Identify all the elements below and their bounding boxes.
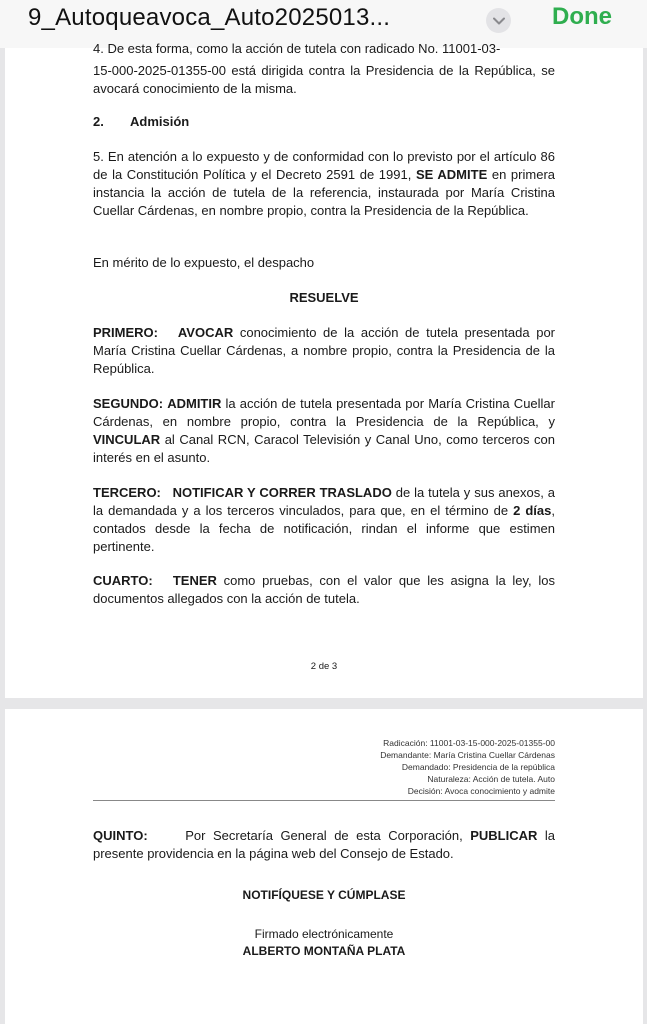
resolution-cuarto: CUARTO: TENER como pruebas, con el valor que les asigna la ley, los documentos allegados con la acción de tutela. <box>93 573 555 606</box>
case-header <box>305 737 555 797</box>
notifiquese-heading: NOTIFÍQUESE Y CÚMPLASE <box>242 888 406 902</box>
title-menu-button[interactable] <box>486 8 511 33</box>
document-title[interactable]: 9_Autoqueavoca_Auto2025013... <box>28 4 391 31</box>
paragraph-4: 15-000-2025-01355-00 está dirigida contra la Presidencia de la República, se avocará conocimiento de la misma. <box>93 63 555 96</box>
resolution-primero: PRIMERO: AVOCAR conocimiento de la acción de tutela presentada por María Cristina Cuellar Cárdenas, a nombre propio, contra la Presidencia de la República. <box>93 325 556 376</box>
demandado-line: Demandado: Presidencia de la república <box>401 762 555 772</box>
radicacion-line: Radicación: 11001-03-15-000-2025-01355-00 <box>383 738 555 748</box>
chevron-down-icon <box>493 17 505 25</box>
resuelve-heading: RESUELVE <box>289 290 359 305</box>
page-number: 2 de 3 <box>310 661 338 672</box>
resolution-segundo: SEGUNDO: ADMITIR la acción de tutela presentada por María Cristina Cuellar Cárdenas, en nombre propio, contra la Presidencia de la República, y VINCULAR al Canal RCN, Caracol Televisión y Canal Uno, como terceros con interés en el asunto. <box>93 396 555 465</box>
cut-off-line: 4. De esta forma, como la acción de tutela con radicado No. 11001-03- <box>93 42 501 56</box>
decision-line: Decisión: Avoca conocimiento y admite <box>407 786 555 796</box>
signer-name: ALBERTO MONTAÑA PLATA <box>242 944 406 958</box>
merito-text: En mérito de lo expuesto, el despacho <box>93 255 315 270</box>
naturaleza-line: Naturaleza: Acción de tutela. Auto <box>427 774 555 784</box>
resolution-quinto: QUINTO: Por Secretaría General de esta Corporación, PUBLICAR la presente providencia en la página web del Consejo de Estado. <box>93 828 556 861</box>
paragraph-5: 5. En atención a lo expuesto y de conformidad con lo previsto por el artículo 86 de la Constitución Política y el Decreto 2591 de 1991, SE ADMITE en primera instancia la acción de tutela de la referencia, instaurada por María Cristina Cuellar Cárdenas, en nombre propio, contra la Presidencia de la República. <box>93 149 556 218</box>
demandante-line: Demandante: María Cristina Cuellar Cárdenas <box>380 750 555 760</box>
document-page-3 <box>5 709 643 1024</box>
header-divider <box>93 800 555 801</box>
signature-note: Firmado electrónicamente <box>254 927 394 941</box>
section-title: Admisión <box>130 114 190 129</box>
done-button[interactable]: Done <box>552 3 612 30</box>
document-page-2 <box>5 42 643 698</box>
resolution-tercero: TERCERO: NOTIFICAR Y CORRER TRASLADO de la tutela y sus anexos, a la demandada y a los terceros vinculados, para que, en el término de 2 días, contados desde la fecha de notificación, rindan el informe que estimen pertinente. <box>93 485 556 554</box>
section-number: 2. <box>93 114 104 129</box>
viewer-toolbar <box>0 0 647 48</box>
